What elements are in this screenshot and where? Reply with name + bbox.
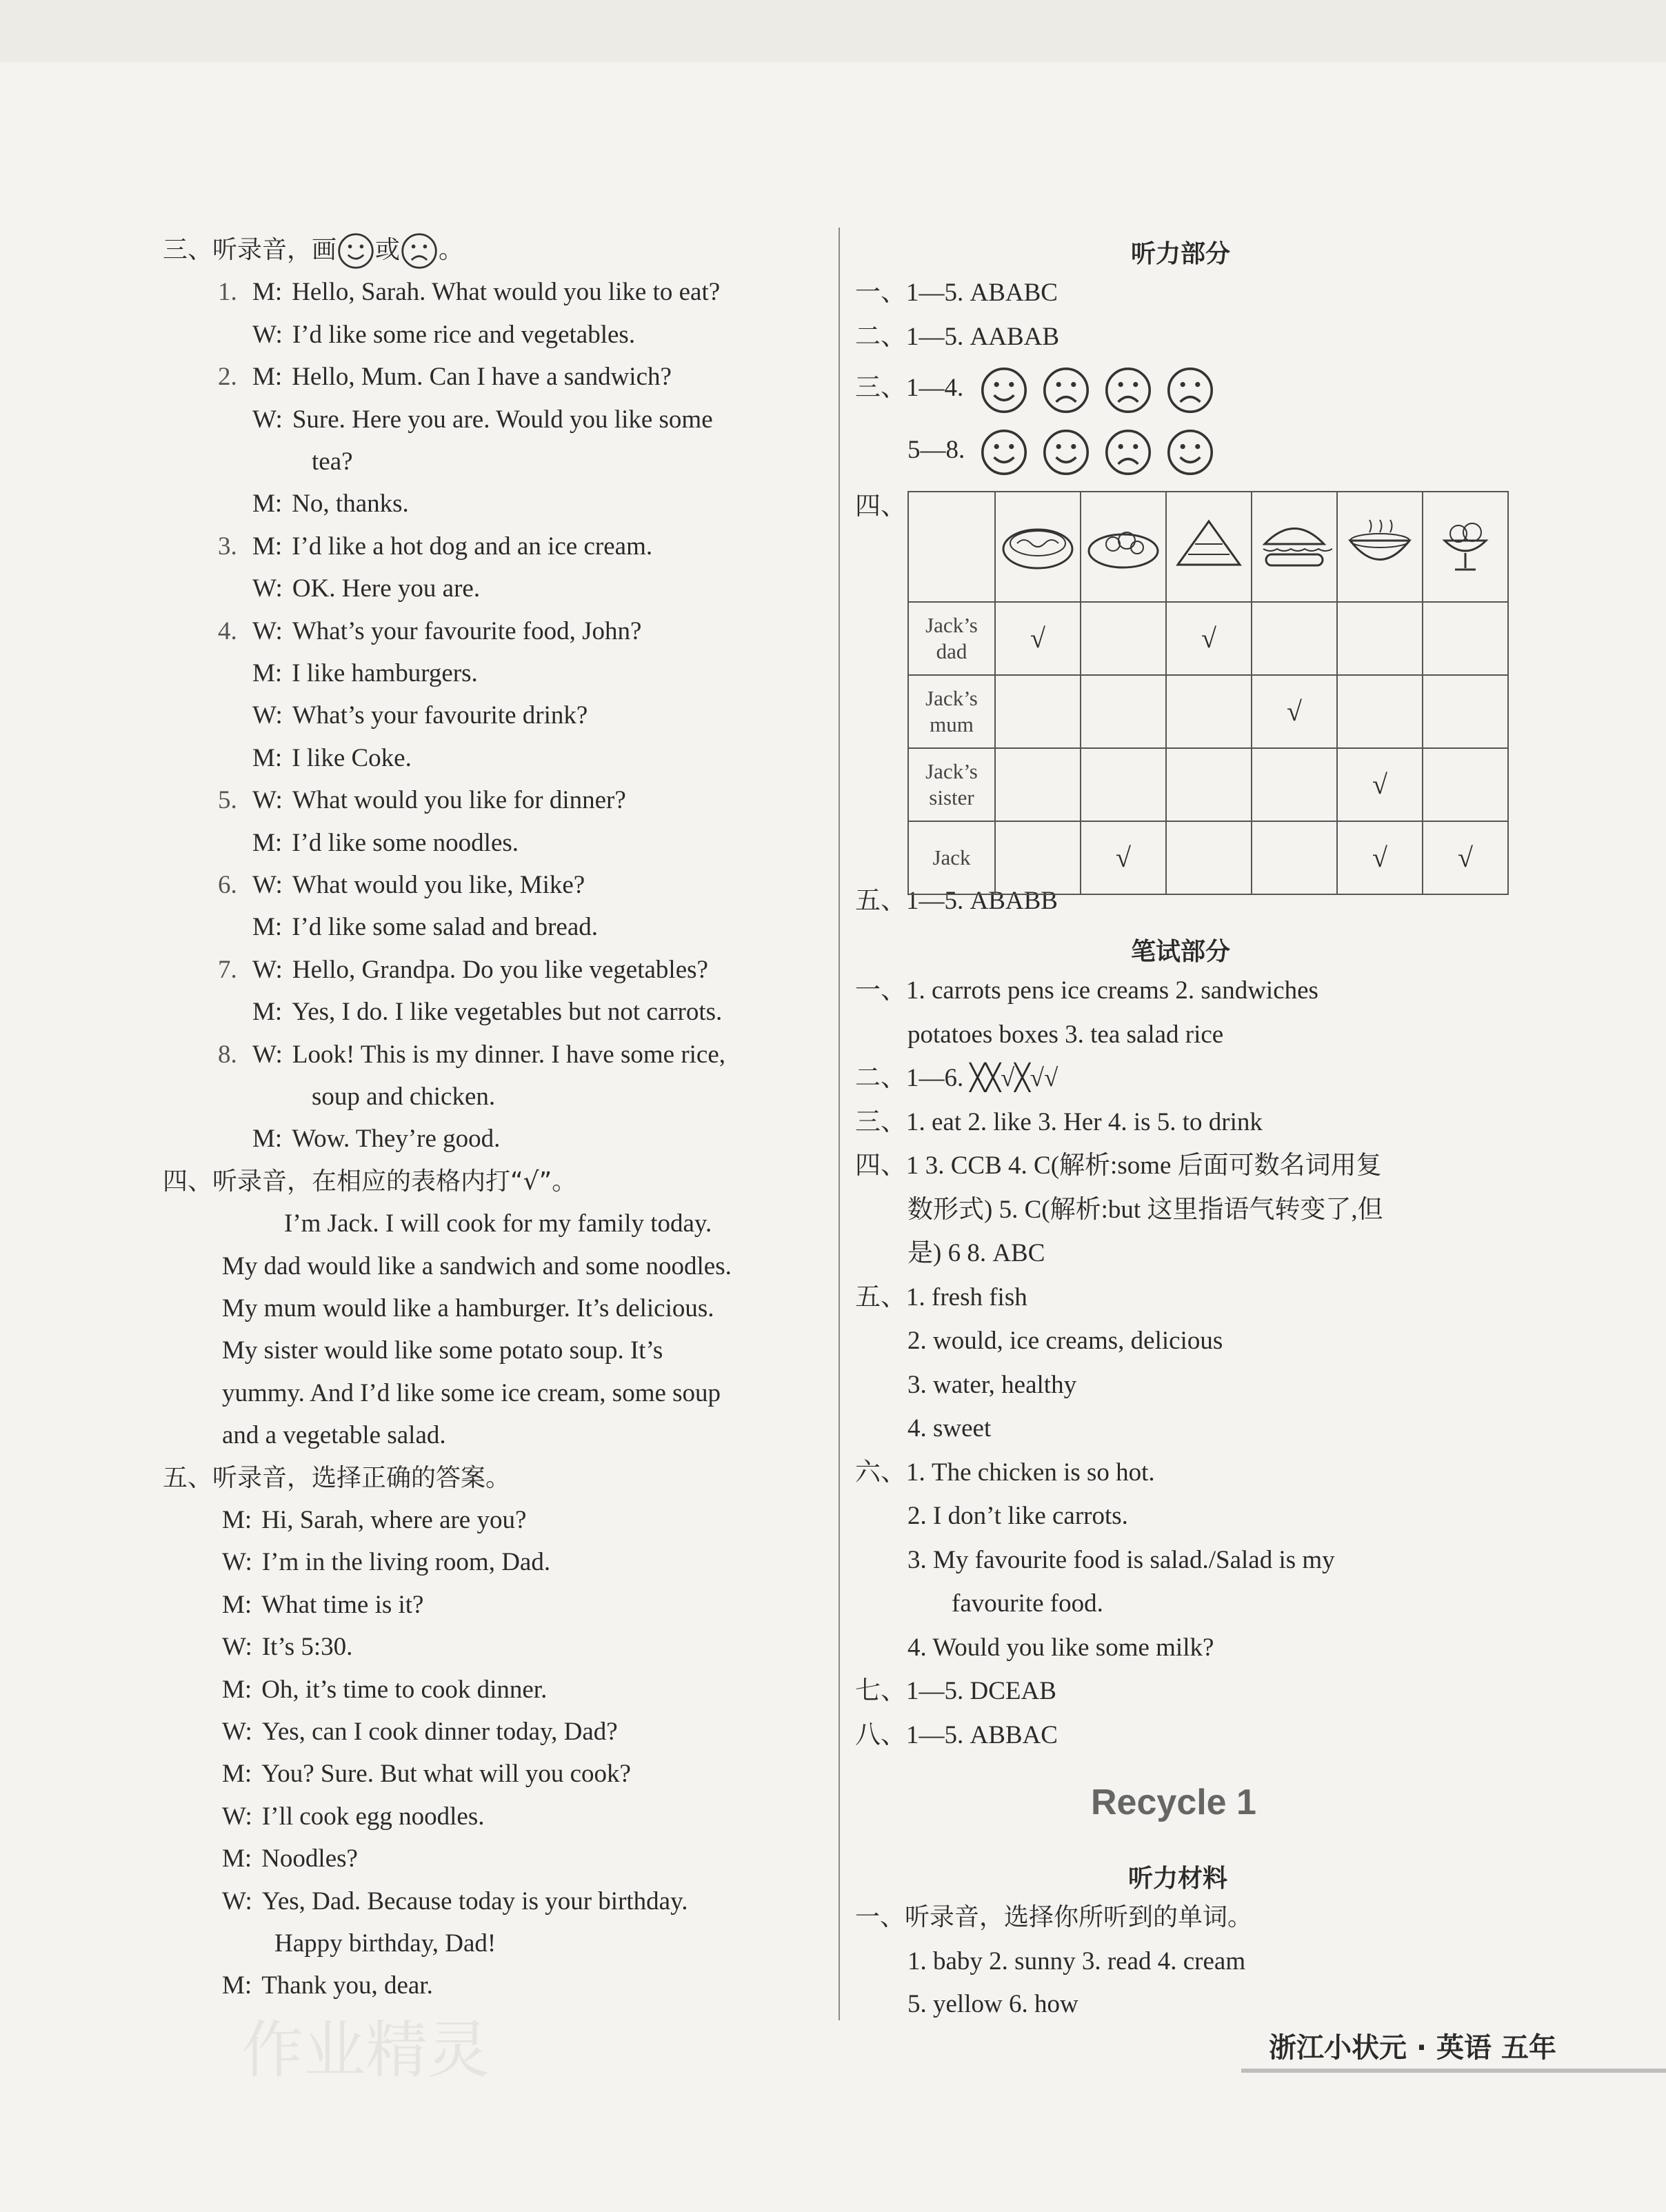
utterance: Happy birthday, Dad! — [274, 1929, 496, 1958]
answer-line: 三、1. eat 2. like 3. Her 4. is 5. to drink — [855, 1107, 1263, 1136]
food-salad-icon — [1081, 492, 1166, 602]
dialogue-line — [222, 1801, 485, 1833]
answer-line: favourite food. — [952, 1589, 1103, 1618]
row-label-line: Jack’s — [925, 759, 978, 783]
table-cell: √ — [1081, 821, 1166, 894]
footer-rule — [1241, 2069, 1666, 2073]
item-number: 5. — [218, 786, 237, 815]
dialogue-text — [252, 531, 652, 563]
dialogue-line — [222, 1843, 358, 1875]
answer-line: 六、1. The chicken is so hot. — [855, 1458, 1155, 1487]
footer-book-title: 浙江小状元 · 英语 五年 — [1269, 2032, 1556, 2064]
dialogue-line — [274, 1928, 496, 1960]
item-number: 2. — [218, 363, 237, 392]
speaker-label: M: — [252, 913, 283, 942]
listening-title: 听力部分 — [1131, 240, 1231, 268]
utterance: Thank you, dear. — [261, 1971, 433, 2000]
utterance: I’ll cook egg noodles. — [261, 1802, 485, 1831]
dialogue-text — [252, 319, 635, 351]
section-3-end: 。 — [439, 236, 464, 264]
section-3-title-text: 三、听录音，画 — [163, 236, 337, 264]
answer-line: 是) 6 8. ABC — [907, 1239, 1045, 1267]
table-cell: √ — [1423, 821, 1508, 894]
paragraph-line: I’m Jack. I will cook for my family today. — [284, 1209, 712, 1238]
speaker-label: W: — [222, 1633, 252, 1662]
answer-line: 一、1. carrots pens ice creams 2. sandwiches — [855, 976, 1318, 1005]
answer-line: 4. Would you like some milk? — [907, 1633, 1214, 1662]
table-cell — [995, 675, 1081, 748]
dialogue-line — [222, 1631, 352, 1663]
speaker-label: W: — [222, 1802, 252, 1831]
table-cell — [1081, 748, 1166, 821]
dialogue-text — [252, 658, 478, 690]
speaker-label: W: — [252, 574, 283, 603]
speaker-label: W: — [252, 871, 283, 899]
answer-line: 四、1 3. CCB 4. C(解析:some 后面可数名词用复 — [855, 1152, 1382, 1180]
section-3-title — [163, 232, 463, 270]
table-cell — [1423, 748, 1508, 821]
table-cell: √ — [1166, 602, 1252, 675]
dialogue-text — [312, 1081, 495, 1113]
answer-line: 五、1—5. ABABB — [855, 887, 1058, 915]
answer-line: 七、1—5. DCEAB — [855, 1677, 1056, 1705]
utterance: I’d like some noodles. — [292, 828, 519, 857]
utterance: Oh, it’s time to cook dinner. — [261, 1675, 548, 1704]
paragraph-line: and a vegetable salad. — [222, 1421, 446, 1450]
utterance: I like Coke. — [292, 743, 412, 772]
utterance: Hi, Sarah, where are you? — [261, 1506, 527, 1534]
utterance: I’m in the living room, Dad. — [261, 1548, 551, 1577]
dialogue-text — [252, 996, 722, 1028]
item-number: 4. — [218, 616, 237, 645]
food-hamburger-icon — [1252, 492, 1337, 602]
table-row-label — [908, 748, 995, 821]
material-words: 1. baby 2. sunny 3. read 4. cream — [907, 1947, 1246, 1975]
dialogue-text — [312, 446, 353, 478]
table-cell — [1252, 602, 1337, 675]
paragraph-line: My mum would like a hamburger. It’s delicious. — [222, 1294, 714, 1323]
speaker-label: W: — [252, 405, 283, 434]
speaker-label: W: — [252, 616, 283, 645]
sad-face-icon — [1041, 365, 1091, 415]
dialogue-text — [252, 276, 720, 308]
dialogue-text — [252, 573, 480, 605]
speaker-label: W: — [222, 1718, 252, 1746]
answer-line: 2. would, ice creams, delicious — [907, 1327, 1223, 1355]
dialogue-text — [252, 785, 626, 816]
table-cell: √ — [1252, 675, 1337, 748]
answer-line: 2. I don’t like carrots. — [907, 1502, 1128, 1530]
dialogue-line — [222, 1716, 618, 1748]
utterance: I’d like a hot dog and an ice cream. — [292, 532, 653, 561]
utterance: Yes, Dad. Because today is your birthday. — [261, 1887, 688, 1916]
dialogue-text — [252, 616, 641, 647]
dialogue-text — [252, 361, 672, 393]
speaker-label: W: — [252, 320, 283, 349]
dialogue-text — [252, 700, 588, 732]
food-sandwich-icon — [1166, 492, 1252, 602]
speaker-label: M: — [252, 490, 283, 519]
answer-line: 3. water, healthy — [907, 1370, 1077, 1399]
food-noodles-icon — [995, 492, 1081, 602]
sad-face-icon — [1103, 428, 1153, 477]
utterance: Look! This is my dinner. I have some rice, — [292, 1040, 726, 1069]
utterance: Hello, Grandpa. Do you like vegetables? — [292, 955, 708, 984]
dialogue-text — [252, 954, 708, 986]
utterance: Wow. They’re good. — [292, 1125, 501, 1154]
utterance: What would you like for dinner? — [292, 786, 626, 815]
section-3-or: 或 — [375, 236, 401, 264]
speaker-label: M: — [252, 1125, 283, 1154]
speaker-label: M: — [252, 659, 283, 687]
answer-line: 4. sweet — [907, 1414, 992, 1442]
utterance: I’d like some rice and vegetables. — [292, 320, 636, 349]
faces-row-2 — [907, 428, 1227, 477]
utterance: I’d like some salad and bread. — [292, 913, 599, 942]
dialogue-text — [252, 912, 598, 943]
table-row-label — [908, 821, 995, 894]
utterance: Yes, I do. I like vegetables but not carrots. — [292, 998, 723, 1027]
faces-row-label: 5—8. — [907, 436, 965, 465]
table-cell — [1166, 748, 1252, 821]
answer-line: 八、1—5. ABBAC — [855, 1720, 1058, 1749]
table-cell — [1252, 821, 1337, 894]
utterance: What’s your favourite food, John? — [292, 616, 642, 645]
happy-face-icon — [979, 365, 1029, 415]
food-check-table — [907, 491, 1509, 895]
material-title: 听力材料 — [1128, 1864, 1228, 1893]
speaker-label: M: — [222, 1971, 252, 2000]
speaker-label: W: — [252, 701, 283, 730]
speaker-label: M: — [222, 1675, 252, 1704]
answer-line: potatoes boxes 3. tea salad rice — [907, 1020, 1224, 1049]
table-cell — [1081, 602, 1166, 675]
dialogue-line — [222, 1547, 550, 1578]
paragraph-line: My sister would like some potato soup. It’s — [222, 1336, 663, 1365]
utterance: Sure. Here you are. Would you like some — [292, 405, 713, 434]
row-label-line: Jack’s — [925, 613, 978, 637]
row-label-line: dad — [936, 639, 967, 663]
recycle-title: Recycle 1 — [1091, 1782, 1256, 1822]
speaker-label: W: — [222, 1887, 252, 1916]
speaker-label: M: — [252, 278, 283, 307]
item-number: 1. — [218, 278, 237, 307]
table-cell — [1166, 821, 1252, 894]
answer-line: 五、1. fresh fish — [855, 1283, 1027, 1311]
speaker-label: W: — [252, 1040, 283, 1069]
table-cell — [1166, 675, 1252, 748]
utterance: soup and chicken. — [312, 1083, 496, 1111]
item-number: 6. — [218, 871, 237, 899]
paragraph-line: My dad would like a sandwich and some noodles. — [222, 1251, 732, 1280]
row-label-line: sister — [929, 785, 974, 810]
answer-line: 数形式) 5. C(解析:but 这里指语气转变了,但 — [907, 1195, 1383, 1224]
food-soup-icon — [1337, 492, 1423, 602]
item-number: 8. — [218, 1040, 237, 1069]
dialogue-text — [252, 869, 585, 901]
item-number: 3. — [218, 532, 237, 561]
speaker-label: M: — [252, 828, 283, 857]
dialogue-line — [222, 1970, 433, 2002]
answer-line: 一、1—5. ABABC — [855, 279, 1058, 307]
speaker-label: M: — [252, 998, 283, 1027]
sad-face-icon — [400, 232, 439, 270]
table-header-row — [908, 492, 1508, 602]
food-ice-cream-icon — [1423, 492, 1508, 602]
speaker-label: M: — [222, 1506, 252, 1534]
table-cell — [1337, 675, 1423, 748]
dialogue-text — [252, 488, 409, 520]
speaker-label: W: — [252, 955, 283, 984]
paragraph-line: yummy. And I’d like some ice cream, some soup — [222, 1378, 721, 1407]
utterance: You? Sure. But what will you cook? — [261, 1760, 631, 1789]
happy-face-icon — [1165, 428, 1215, 477]
written-title: 笔试部分 — [1131, 938, 1231, 966]
table-row — [908, 748, 1508, 821]
sad-face-icon — [1103, 365, 1153, 415]
row-label-line: mum — [930, 712, 974, 736]
table-corner — [908, 492, 995, 602]
utterance: What time is it? — [261, 1590, 424, 1619]
speaker-label: M: — [252, 363, 283, 392]
watermark: 作业精灵 — [241, 2014, 490, 2087]
answer-line: 3. My favourite food is salad./Salad is my — [907, 1545, 1335, 1574]
utterance: Hello, Sarah. What would you like to eat? — [292, 278, 721, 307]
answer-line: 二、1—5. AABAB — [855, 323, 1060, 351]
material-words: 5. yellow 6. how — [907, 1990, 1078, 2018]
table-cell — [995, 821, 1081, 894]
dialogue-text — [252, 1039, 725, 1071]
table-row-label — [908, 602, 995, 675]
happy-face-icon — [337, 232, 375, 270]
table-cell — [1337, 602, 1423, 675]
row-label-line: Jack’s — [925, 686, 978, 710]
table-row — [908, 821, 1508, 894]
utterance: tea? — [312, 448, 353, 476]
speaker-label: M: — [222, 1760, 252, 1789]
table-cell — [1252, 748, 1337, 821]
section-4-title: 四、听录音，在相应的表格内打“√”。 — [163, 1167, 577, 1196]
table-row-label — [908, 675, 995, 748]
speaker-label: M: — [222, 1844, 252, 1873]
sad-face-icon — [1165, 365, 1215, 415]
speaker-label: W: — [222, 1548, 252, 1577]
answer-line: 二、1—6. ╳╳√╳√√ — [855, 1064, 1058, 1092]
table-cell — [995, 748, 1081, 821]
utterance: Yes, can I cook dinner today, Dad? — [261, 1718, 618, 1746]
dialogue-line — [222, 1758, 631, 1790]
answer-line: 四、 — [855, 492, 906, 521]
table-cell: √ — [995, 602, 1081, 675]
dialogue-text — [252, 743, 412, 774]
dialogue-text — [252, 827, 519, 859]
utterance: What would you like, Mike? — [292, 871, 585, 899]
row-label-line: Jack — [932, 845, 971, 869]
utterance: What’s your favourite drink? — [292, 701, 588, 730]
utterance: Hello, Mum. Can I have a sandwich? — [292, 363, 672, 392]
utterance: It’s 5:30. — [261, 1633, 353, 1662]
speaker-label: M: — [252, 532, 283, 561]
utterance: Noodles? — [261, 1844, 358, 1873]
dialogue-line — [222, 1589, 423, 1621]
speaker-label: M: — [222, 1590, 252, 1619]
table-cell: √ — [1337, 748, 1423, 821]
dialogue-text — [252, 1123, 500, 1155]
utterance: OK. Here you are. — [292, 574, 481, 603]
section-5-title: 五、听录音，选择正确的答案。 — [163, 1463, 511, 1492]
table-row — [908, 675, 1508, 748]
utterance: No, thanks. — [292, 490, 409, 519]
table-cell — [1423, 675, 1508, 748]
faces-row-1 — [855, 365, 1227, 415]
table-row — [908, 602, 1508, 675]
speaker-label: M: — [252, 743, 283, 772]
speaker-label: W: — [252, 786, 283, 815]
item-number: 7. — [218, 955, 237, 984]
dialogue-text — [252, 404, 713, 436]
table-cell — [1423, 602, 1508, 675]
column-divider — [839, 228, 840, 2020]
utterance: I like hamburgers. — [292, 659, 478, 687]
table-cell: √ — [1337, 821, 1423, 894]
top-band — [0, 0, 1666, 62]
dialogue-line — [222, 1505, 526, 1536]
material-instruction: 一、听录音，选择你所听到的单词。 — [855, 1903, 1253, 1931]
faces-row-label: 三、1—4. — [855, 374, 964, 403]
dialogue-line — [222, 1674, 547, 1706]
table-cell — [1081, 675, 1166, 748]
happy-face-icon — [979, 428, 1029, 477]
happy-face-icon — [1041, 428, 1091, 477]
dialogue-line — [222, 1886, 688, 1918]
